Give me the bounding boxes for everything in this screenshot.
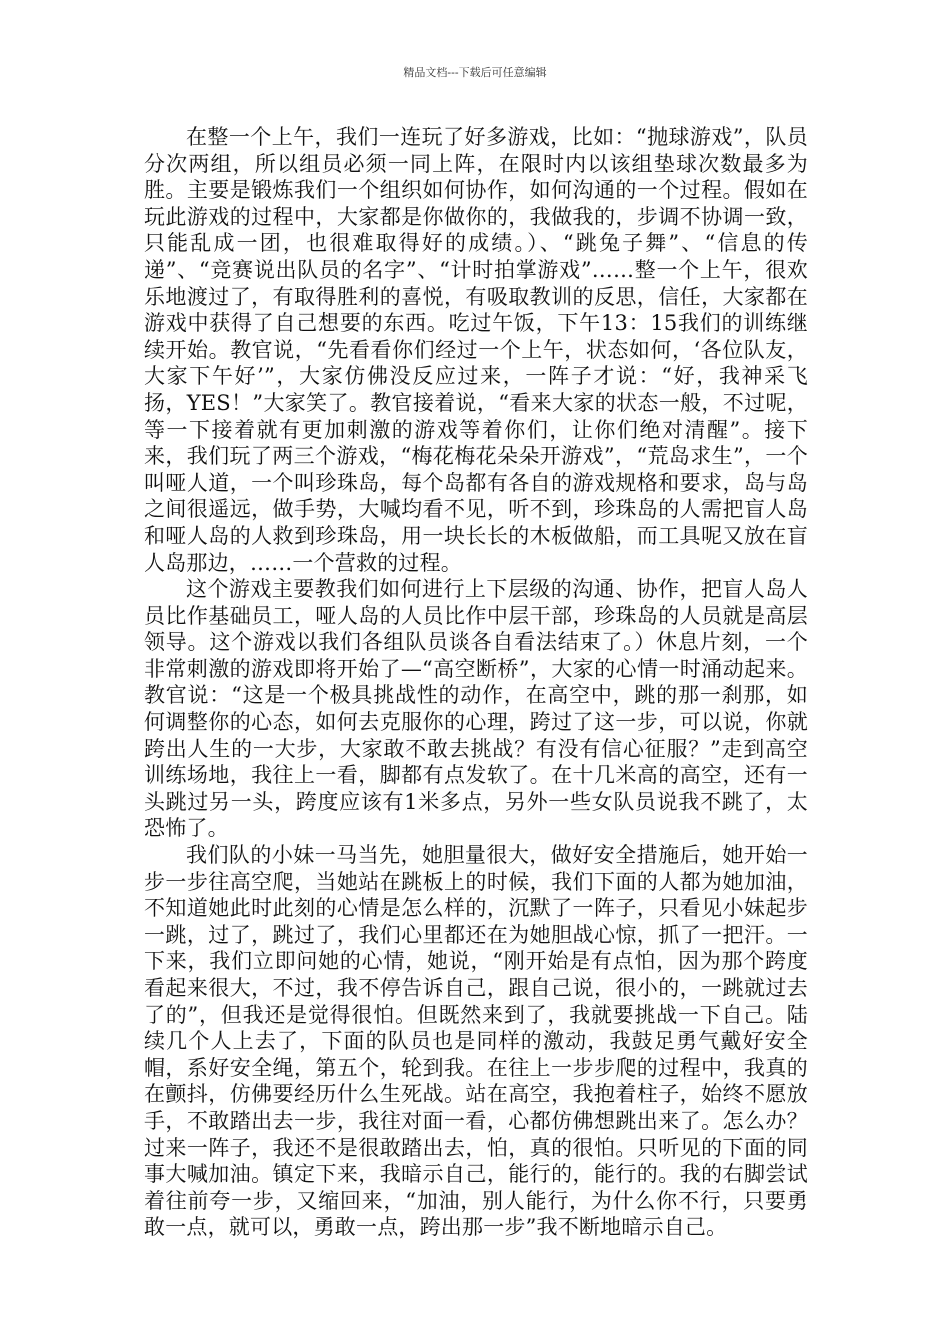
paragraph: 这个游戏主要教我们如何进行上下层级的沟通、协作，把盲人岛人员比作基础员工，哑人岛的人员比作中层干部，珍珠岛的人员就是高层领导。这个游戏以我们各组队员谈各自看法结束了。）休息片刻，一个非常刺激的游戏即将开始了—“高空断桥”，大家的心情一时涌动起来。教官说：“这是一个极具挑战性的动作，在高空中，跳的那一刹那，如何调整你的心态，如何去克服你的心理，跨过了这一步，可以说，你就跨出人生的一大步，大家敢不敢去挑战？有没有信心征服？”走到高空训练场地，我往上一看，脚都有点发软了。在十几米高的高空，还有一头跳过另一头，跨度应该有1米多点，另外一些女队员说我不跳了，太恐怖了。 bbox=[144, 577, 808, 841]
paragraph: 在整一个上午，我们一连玩了好多游戏，比如：“抛球游戏”，队员分次两组，所以组员必须一同上阵，在限时内以该组垫球次数最多为胜。主要是锻炼我们一个组织如何协作，如何沟通的一个过程。假如在玩此游戏的过程中，大家都是你做你的，我做我的，步调不协调一致，只能乱成一团，也很难取得好的成绩。）、“跳兔子舞”、“信息的传递”、“竞赛说出队员的名字”、“计时拍掌游戏”……整一个上午，很欢乐地渡过了，有取得胜利的喜悦，有吸取教训的反思，信任，大家都在游戏中获得了自己想要的东西。吃过午饭，下午13：15我们的训练继续开始。教官说，“先看看你们经过一个上午，状态如何，‘各位队友，大家下午好’”，大家仿佛没反应过来，一阵子才说：“好，我神采飞扬，YES！”大家笑了。教官接着说，“看来大家的状态一般，不过呢，等一下接着就有更加刺激的游戏等着你们，让你们绝对清醒”。接下来，我们玩了两三个游戏，“梅花梅花朵朵开游戏”，“荒岛求生”，一个叫哑人道，一个叫珍珠岛，每个岛都有各自的游戏规格和要求，岛与岛之间很遥远，做手势，大喊均看不见，听不到，珍珠岛的人需把盲人岛和哑人岛的人救到珍珠岛，用一块长长的木板做船，而工具呢又放在盲人岛那边，……一个营救的过程。 bbox=[144, 125, 808, 575]
document-body bbox=[144, 124, 808, 1241]
paragraph: 我们队的小妹一马当先，她胆量很大，做好安全措施后，她开始一步一步往高空爬，当她站在跳板上的时候，我们下面的人都为她加油，不知道她此时此刻的心情是怎么样的，沉默了一阵子，只看见小妹起步一跳，过了，跳过了，我们心里都还在为她胆战心惊，抓了一把汗。一下来，我们立即问她的心情，她说，“刚开始是有点怕，因为那个跨度看起来很大，不过，我不停告诉自己，跟自己说，很小的，一跳就过去了的”，但我还是觉得很怕。但既然来到了，我就要挑战一下自己。陆续几个人上去了，下面的队员也是同样的激动，我鼓足勇气戴好安全帽，系好安全绳，第五个，轮到我。在往上一步步爬的过程中，我真的在颤抖，仿佛要经历什么生死战。站在高空，我抱着柱子，始终不愿放手，不敢踏出去一步，我往对面一看，心都仿佛想跳出来了。怎么办？过来一阵子，我还不是很敢踏出去，怕，真的很怕。只听见的下面的同事大喊加油。镇定下来，我暗示自己，能行的，能行的。我的右脚尝试着往前夸一步，又缩回来，“加油，别人能行，为什么你不行，只要勇敢一点，就可以，勇敢一点，跨出那一步”我不断地暗示自己。 bbox=[144, 843, 808, 1240]
page-header: 精品文档---下载后可任意编辑 bbox=[403, 66, 547, 79]
